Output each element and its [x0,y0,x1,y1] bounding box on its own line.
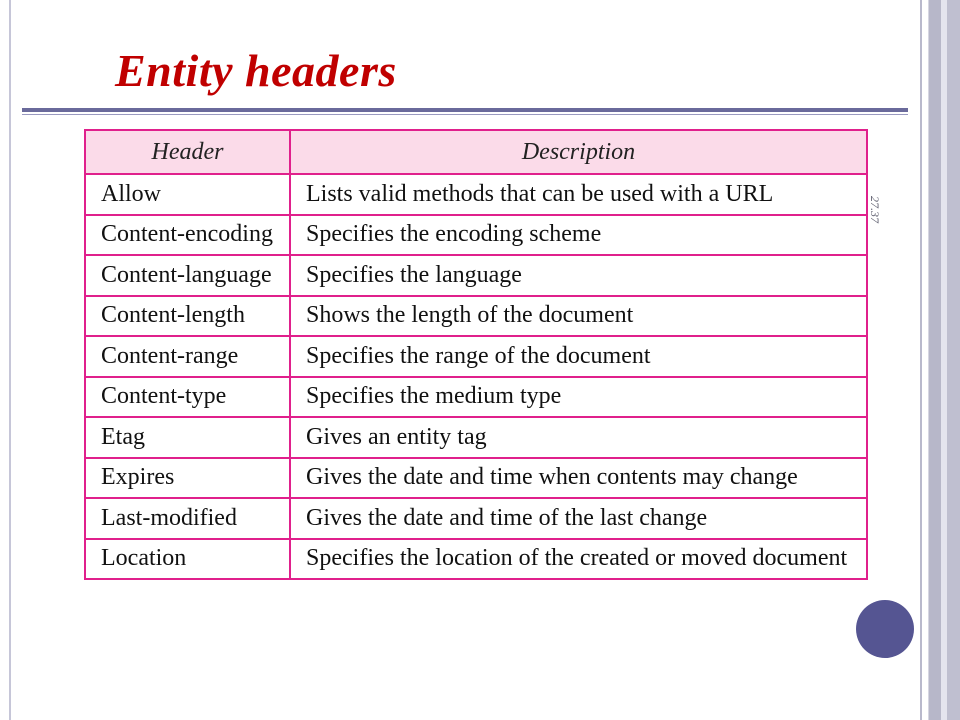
slide-title: Entity headers [115,45,397,96]
right-bar-1 [920,0,929,720]
header-cell: Allow [85,174,290,215]
column-header-header: Header [85,130,290,174]
table-row [85,296,867,337]
description-cell: Gives the date and time when contents may change [290,458,867,499]
table-row [85,377,867,418]
description-cell: Specifies the location of the created or moved document [290,539,867,580]
header-cell: Content-length [85,296,290,337]
right-bar-2 [929,0,941,720]
description-cell: Specifies the range of the document [290,336,867,377]
decorative-circle [856,600,914,658]
table-row [85,215,867,256]
header-cell: Etag [85,417,290,458]
header-cell: Expires [85,458,290,499]
table-row [85,458,867,499]
slide-left-border [9,0,11,720]
column-header-description: Description [290,130,867,174]
title-underline [22,108,908,112]
table-row [85,498,867,539]
description-cell: Gives an entity tag [290,417,867,458]
title-underline-thin [22,114,908,115]
header-cell: Content-range [85,336,290,377]
header-cell: Content-language [85,255,290,296]
header-cell: Content-encoding [85,215,290,256]
entity-headers-table [84,129,868,580]
description-cell: Shows the length of the document [290,296,867,337]
table-row [85,255,867,296]
description-cell: Gives the date and time of the last change [290,498,867,539]
table-row [85,336,867,377]
table-row [85,417,867,458]
table-header-row [85,130,867,174]
slide-right-decoration [920,0,960,720]
table-row [85,174,867,215]
table-row [85,539,867,580]
header-cell: Last-modified [85,498,290,539]
header-cell: Location [85,539,290,580]
right-bar-4 [947,0,960,720]
description-cell: Lists valid methods that can be used with a URL [290,174,867,215]
description-cell: Specifies the encoding scheme [290,215,867,256]
slide-number: 27.37 [868,196,882,223]
header-cell: Content-type [85,377,290,418]
description-cell: Specifies the language [290,255,867,296]
description-cell: Specifies the medium type [290,377,867,418]
